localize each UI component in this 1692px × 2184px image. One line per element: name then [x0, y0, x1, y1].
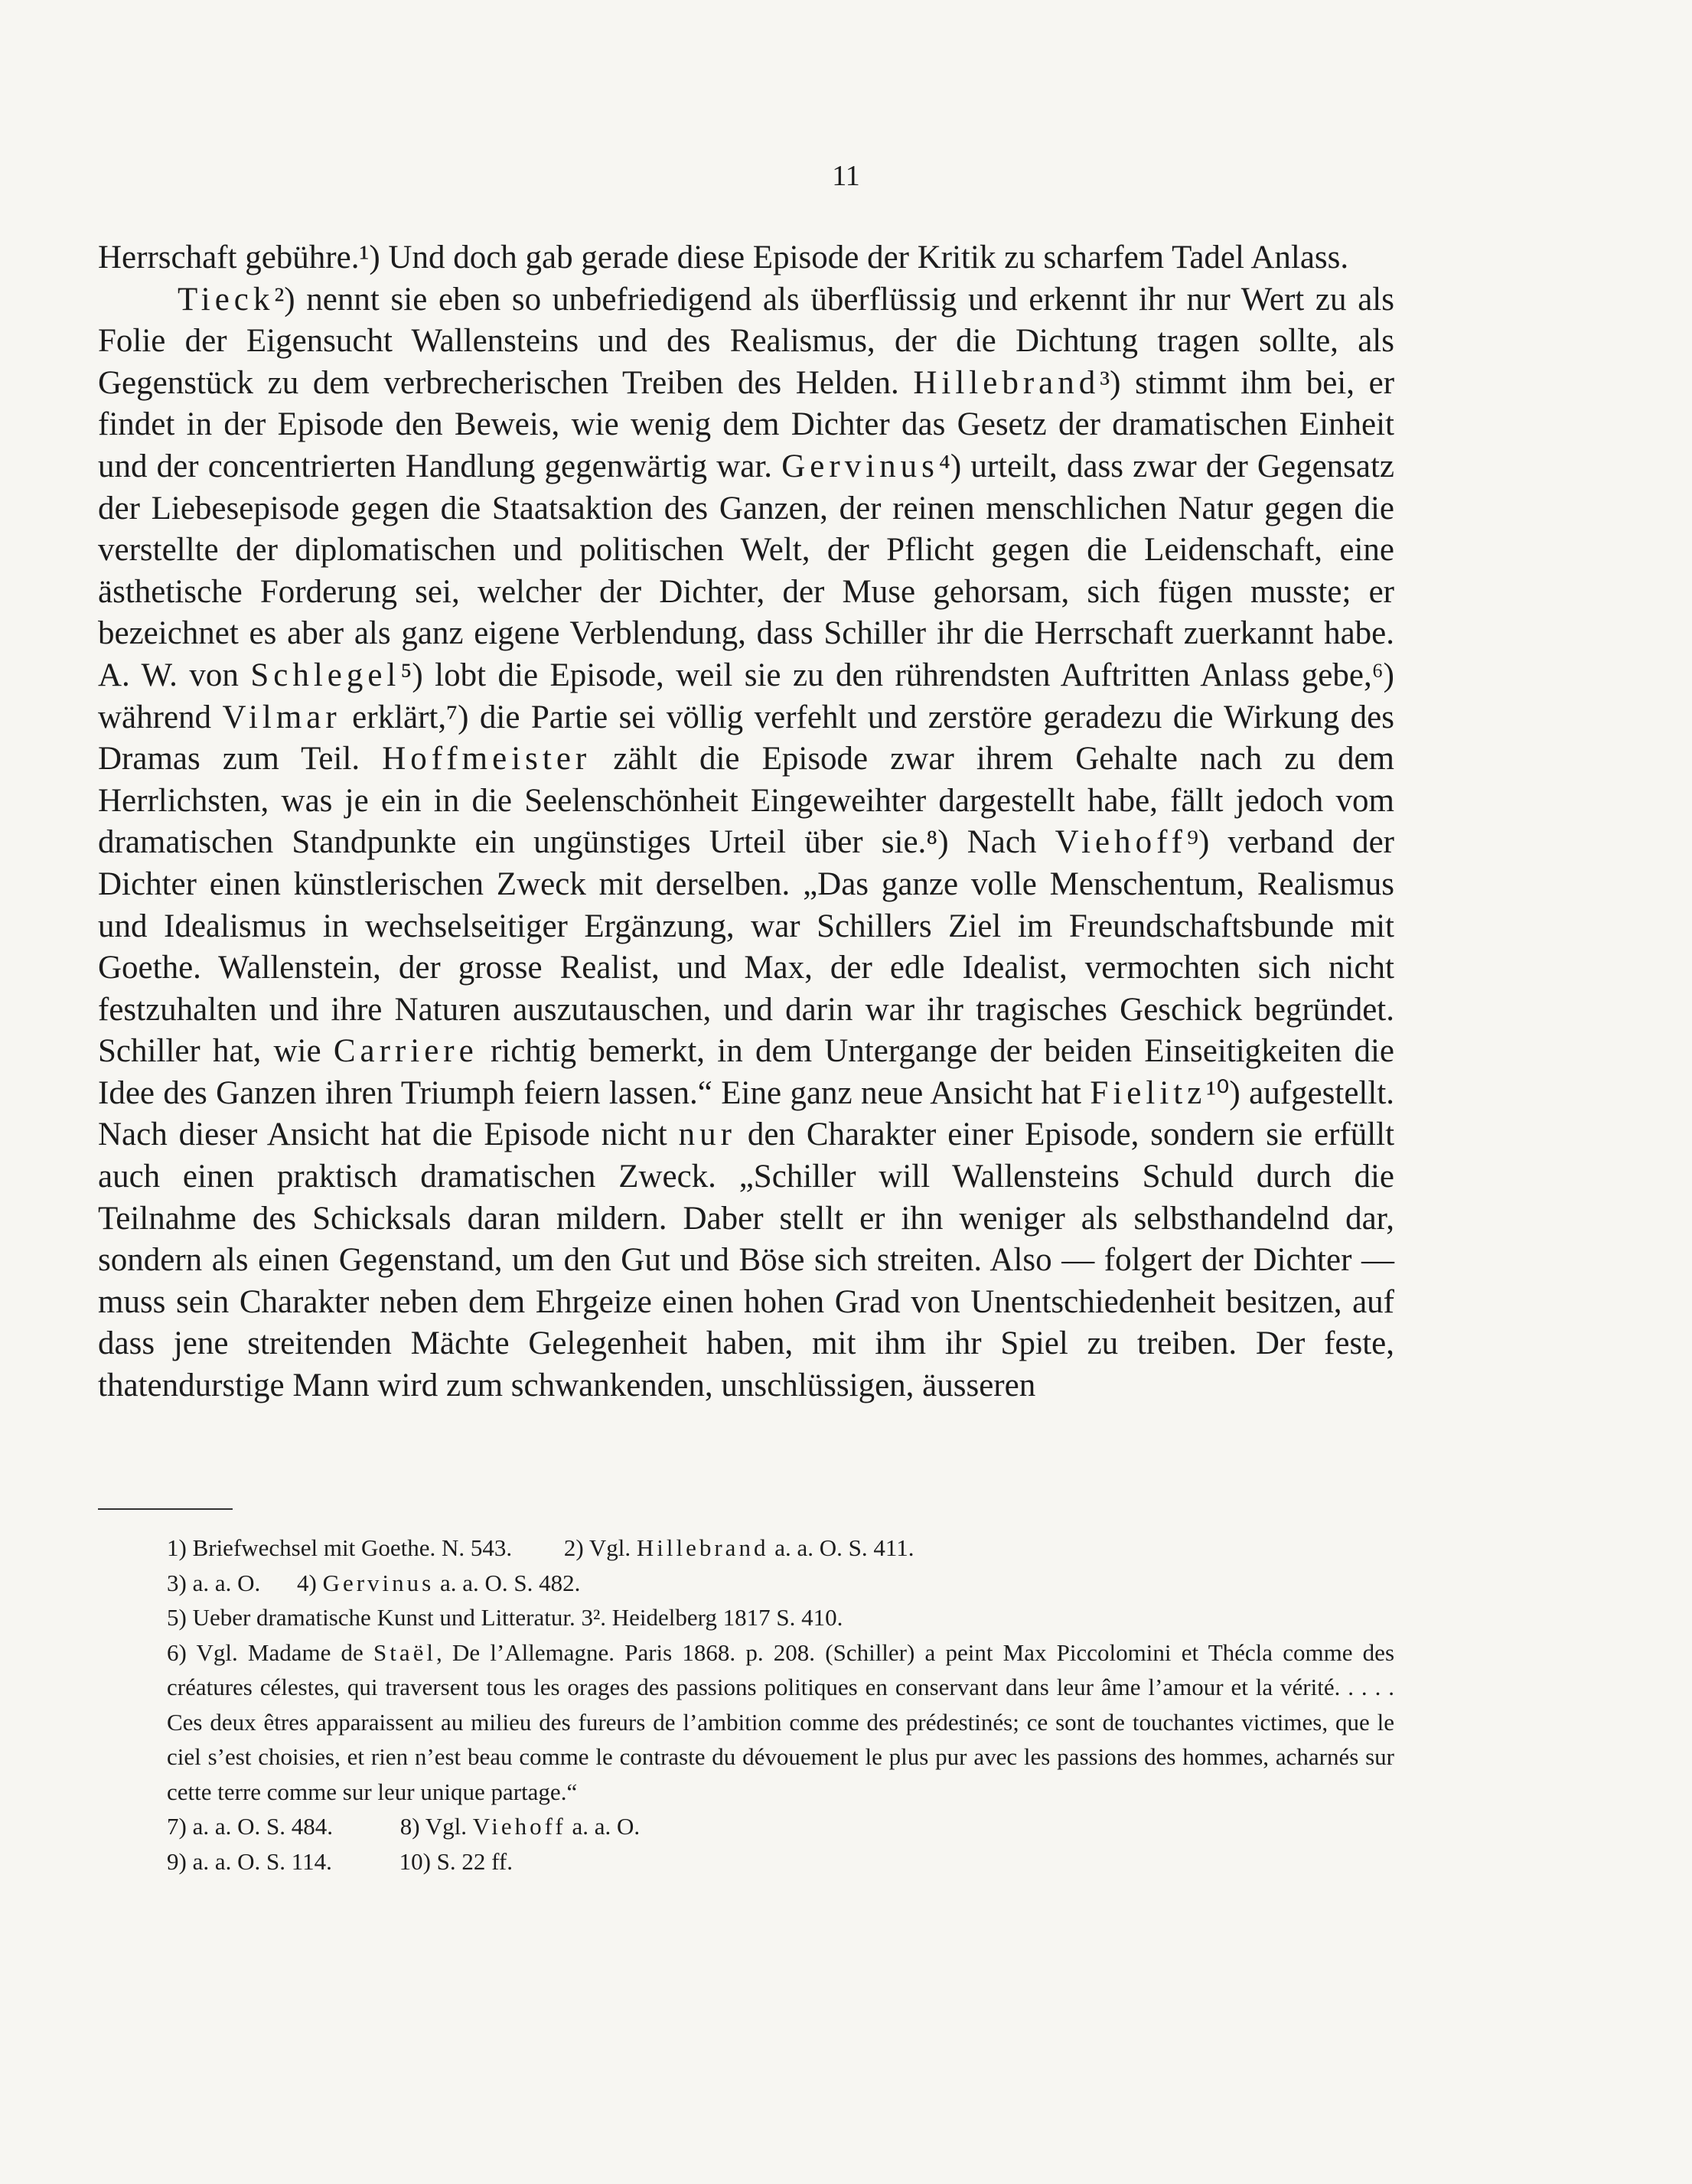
emphasis-nur: nur [678, 1116, 736, 1153]
footnote-10: 10) S. 22 ff. [399, 1847, 513, 1875]
footnote-row [98, 1530, 1394, 1566]
footnote-2 [564, 1530, 914, 1566]
footnote-row [98, 1809, 1394, 1844]
paragraph-1: Herrschaft gebühre.¹) Und doch gab gerade diese Episode der Kritik zu scharfem Tadel Anlass. [98, 240, 1349, 275]
main-text [98, 237, 1394, 1407]
author-hoffmeister: Hoffmeister [382, 741, 592, 777]
text-segment: ⁹) verband der Dichter einen künstlerischen Zweck mit derselben. „Das ganze volle Menschentum, Realismus und Idealismus in wechselseitiger Ergänzung, war Schillers Ziel im Freundschaftsbunde mit Goethe. Wallenstein, der grosse Realist, und Max, der edle Idealist, vermochten sich nicht festzuhalten und ihre Naturen auszutauschen, und darin war ihr tragisches Geschick begründet. Schiller hat, wie [98, 824, 1394, 1070]
footnote-author: Staël [373, 1638, 437, 1666]
footnote-author: Gervinus [322, 1569, 435, 1596]
text-segment: richtig bemerkt, in dem Untergange der beiden Einseitigkeiten die Idee des Ganzen ihren Triumph feiern lassen.“ Eine ganz neue Ansicht hat [98, 1033, 1395, 1111]
footnote-6 [98, 1635, 1394, 1810]
footnote-7: 7) a. a. O. S. 484. [167, 1813, 333, 1840]
author-gervinus: Gervinus [781, 448, 939, 484]
author-viehoff: Viehoff [1055, 824, 1187, 861]
footnote-author: Hillebrand [636, 1534, 769, 1561]
text-segment: ²) nennt sie eben so unbefriedigend als überflüssig und erkennt ihr nur Wert zu als Folie der Eigensucht Wallensteins und des Realismus, der die Dichtung tragen sollte, als Gegenstück zu dem verbrecherischen Treiben des Helden. [98, 281, 1394, 401]
footnote-row [98, 1844, 1394, 1879]
text-segment: zählt die Episode zwar ihrem Gehalte nach zu dem Herrlichsten, was je ein in die Seelenschönheit Eingeweihter dargestellt habe, fällt jedoch vom dramatischen Standpunkte ein ungünstiges Urteil über sie.⁸) Nach [98, 741, 1394, 861]
page-number: 11 [832, 160, 860, 192]
footnote-text: 8) Vgl. [399, 1813, 467, 1840]
footnote-text: a. a. O. S. 482. [439, 1569, 581, 1596]
author-fielitz: Fielitz [1090, 1074, 1207, 1111]
footnote-text: a. a. O. S. 411. [774, 1534, 914, 1561]
footnote-3: 3) a. a. O. [167, 1569, 261, 1596]
text-segment: ⁴) urteilt, dass zwar der Gegensatz der Liebesepisode gegen die Staatsaktion des Ganzen, der reinen menschlichen Natur gegen die verstellte der diplomatischen und politischen Welt, der Pflicht gegen die Leidenschaft, eine ästhetische Forderung sei, welcher der Dichter, der Muse gehorsam, sich fügen musste; er bezeichnet es aber als ganz eigene Verblendung, dass Schiller ihr die Herrschaft zuerkannt habe. [98, 448, 1395, 652]
author-schlegel: Schlegel [250, 657, 401, 693]
footnote-text: 4) [296, 1569, 317, 1596]
text-segment: ³) stimmt ihm bei, er findet in der Episode den Beweis, wie wenig dem Dichter das Gesetz der dramatischen Einheit und der concentrierten Handlung gegenwärtig war. [98, 364, 1395, 484]
author-vilmar: Vilmar [222, 699, 341, 735]
footnotes [98, 1530, 1394, 1879]
footnote-8 [400, 1809, 640, 1844]
footnote-text: , De l’Allemagne. Paris 1868. p. 208. (Schiller) a peint Max Piccolomini et Thécla comme des créatures célestes, qui traversent tous les orages des passions politiques en conservant dans leur âme l’amour et la vérité. . . . . Ces deux êtres apparaissent au milieu des fureurs de l’ambition comme des prédestinés; ce sont de touchantes victimes, que le ciel s’est choisies, et rien n’est beau comme le contraste du dévouement le plus pur avec les passions des hommes, acharnés sur cette terre comme sur leur unique partage.“ [167, 1638, 1395, 1805]
footnote-9: 9) a. a. O. S. 114. [167, 1847, 332, 1875]
footnote-text: 2) Vgl. [563, 1534, 631, 1561]
footnote-text: a. a. O. [572, 1813, 641, 1840]
author-tieck: Tieck [178, 281, 275, 318]
footnote-text: 6) Vgl. Madame de [167, 1638, 364, 1666]
text-segment: A. W. von [98, 657, 239, 693]
paragraph-2 [98, 279, 1394, 1407]
footnote-row [98, 1566, 1394, 1601]
author-hillebrand: Hillebrand [913, 364, 1100, 401]
footnote-5: 5) Ueber dramatische Kunst und Litteratur. 3². Heidelberg 1817 S. 410. [167, 1604, 843, 1631]
footnote-divider [98, 1508, 233, 1510]
text-segment: den Charakter einer Episode, sondern sie erfüllt auch einen praktisch dramatischen Zweck. „Schiller will Wallensteins Schuld durch die Teilnahme des Schicksals daran mildern. Daber stellt er ihn weniger als selbsthandelnd dar, sondern als einen Gegenstand, um den Gut und Böse sich streiten. Also — folgert der Dichter — muss sein Charakter neben dem Ehrgeize einen hohen Grad von Unentschiedenheit besitzen, auf dass jene streitenden Mächte Gelegenheit haben, mit ihm ihr Spiel zu treiben. Der feste, thatendurstige Mann wird zum schwankenden, unschlüssigen, äusseren [98, 1116, 1395, 1404]
text-segment: erklärt,⁷) die Partie sei völlig verfehlt und zerstöre geradezu die Wirkung des Dramas zum Teil. [98, 699, 1394, 777]
author-carriere: Carriere [333, 1033, 478, 1070]
text-segment: ⁵) lobt die Episode, weil sie zu den rührendsten Auftritten Anlass gebe,⁶) während [98, 657, 1395, 735]
footnote-author: Viehoff [472, 1813, 566, 1840]
footnote-1: 1) Briefwechsel mit Goethe. N. 543. [167, 1534, 513, 1561]
footnote-4 [297, 1566, 580, 1601]
text-segment: ¹⁰) aufgestellt. Nach dieser Ansicht hat die Episode nicht [98, 1074, 1395, 1153]
